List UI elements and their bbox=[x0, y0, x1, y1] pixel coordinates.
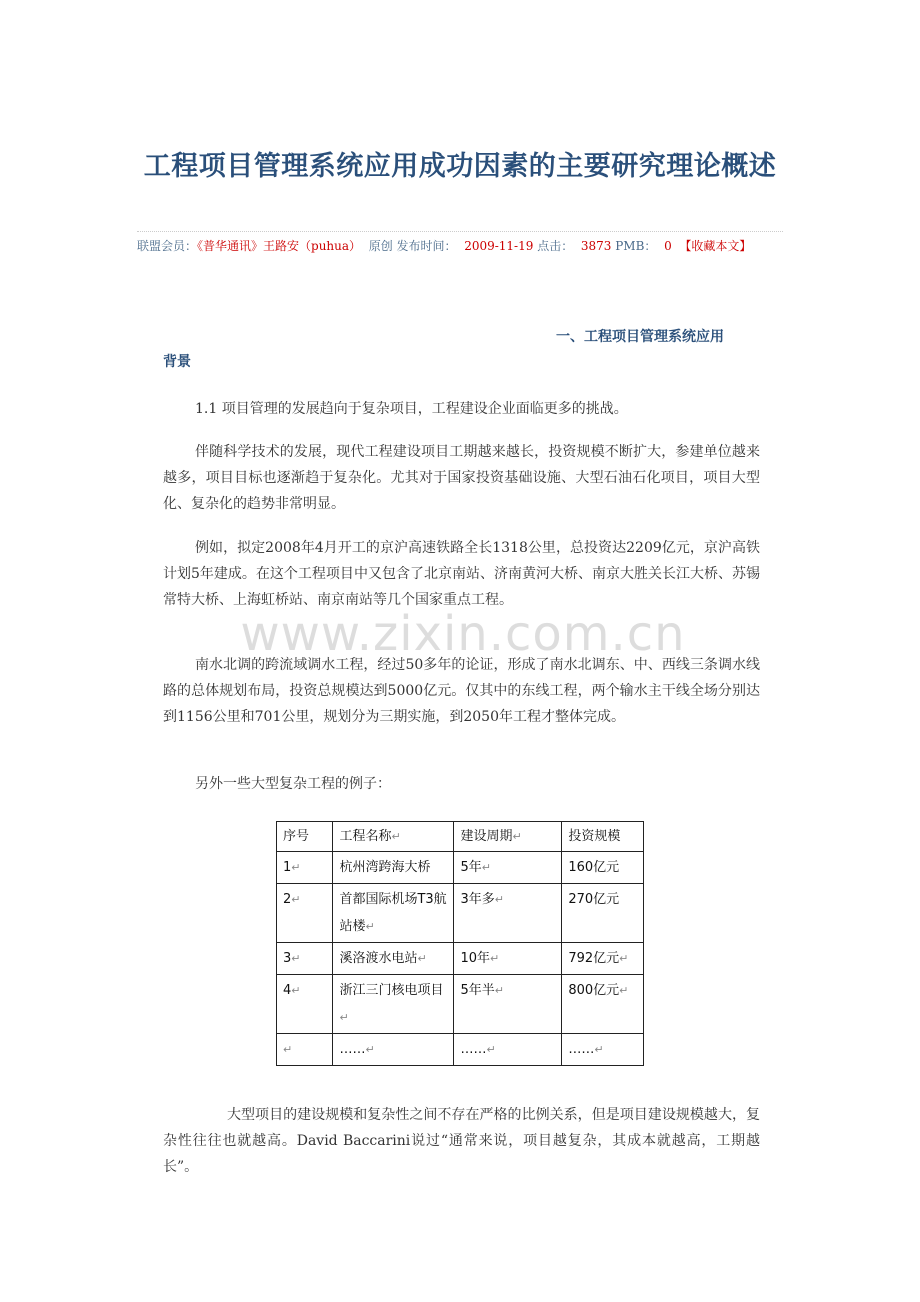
table-cell: 浙江三门核电项目↵ bbox=[333, 975, 454, 1034]
watermark: www.zixin.com.cn bbox=[240, 606, 686, 662]
member-label: 联盟会员： bbox=[137, 239, 198, 253]
paragraph-1-text: 伴随科学技术的发展，现代工程建设项目工期越来越长，投资规模不断扩大，参建单位越来越多，项目目标也逐渐趋于复杂化。尤其对于国家投资基础设施、大型石油石化项目，项目大型化、复杂化的趋势非常明显。 bbox=[163, 444, 760, 512]
table-cell: ↵ bbox=[277, 1034, 333, 1066]
original-label: 原创 bbox=[368, 239, 393, 253]
pmb-value: 0 bbox=[664, 239, 672, 253]
table-cell: 3↵ bbox=[277, 943, 333, 975]
section-heading-part1: 一、工程项目管理系统应用 bbox=[556, 329, 724, 345]
paragraph-5 bbox=[163, 1102, 760, 1180]
clicks-label: 点击： bbox=[537, 239, 574, 253]
table-header-row bbox=[277, 822, 644, 852]
paragraph-1 bbox=[163, 439, 760, 517]
table-row bbox=[277, 975, 644, 1034]
table-cell: 首都国际机场T3航站楼↵ bbox=[333, 884, 454, 943]
date-value: 2009-11-19 bbox=[464, 239, 534, 253]
table-cell: 10年↵ bbox=[454, 943, 562, 975]
table-cell: 800亿元↵ bbox=[562, 975, 644, 1034]
table-header-cell: 投资规模 bbox=[562, 822, 644, 852]
table-header-cell: 建设周期↵ bbox=[454, 822, 562, 852]
table-cell: ……↵ bbox=[333, 1034, 454, 1066]
table-row bbox=[277, 852, 644, 884]
collect-link[interactable]: 【收藏本文】 bbox=[679, 239, 752, 253]
table-cell: ……↵ bbox=[562, 1034, 644, 1066]
paragraph-4-text: 另外一些大型复杂工程的例子： bbox=[195, 776, 391, 792]
paragraph-5-text: 大型项目的建设规模和复杂性之间不存在严格的比例关系，但是项目建设规模越大，复杂性往往也就越高。David Baccarini说过“通常来说，项目越复杂，其成本就越高，工期越长”。 bbox=[163, 1107, 760, 1175]
article-meta bbox=[137, 235, 785, 279]
paragraph-2 bbox=[163, 535, 760, 613]
paragraph-2-text: 例如，拟定2008年4月开工的京沪高速铁路全长1318公里，总投资达2209亿元，京沪高铁计划5年建成。在这个工程项目中又包含了北京南站、济南黄河大桥、南京大胜关长江大桥、苏锡常特大桥、上海虹桥站、南京南站等几个国家重点工程。 bbox=[163, 540, 760, 608]
table-header-cell: 工程名称↵ bbox=[333, 822, 454, 852]
member-link[interactable]: 《普华通讯》王路安（puhua） bbox=[197, 239, 362, 253]
table-cell: 4↵ bbox=[277, 975, 333, 1034]
table-row bbox=[277, 943, 644, 975]
clicks-value: 3873 bbox=[580, 239, 612, 253]
paragraph-3-text: 南水北调的跨流域调水工程，经过50多年的论证，形成了南水北调东、中、西线三条调水线路的总体规划布局，投资总规模达到5000亿元。仅其中的东线工程，两个输水主干线全场分别达到1156公里和701公里，规划分为三期实施，到2050年工程才整体完成。 bbox=[163, 657, 760, 725]
table-cell: 792亿元↵ bbox=[562, 943, 644, 975]
table-row bbox=[277, 1034, 644, 1066]
subheading-1-1 bbox=[163, 396, 760, 422]
subheading-1-1-text: 1.1 项目管理的发展趋向于复杂项目，工程建设企业面临更多的挑战。 bbox=[195, 401, 628, 417]
table-cell: ……↵ bbox=[454, 1034, 562, 1066]
table-cell: 5年半↵ bbox=[454, 975, 562, 1034]
page-title: 工程项目管理系统应用成功因素的主要研究理论概述 bbox=[143, 151, 777, 182]
table-cell: 5年↵ bbox=[454, 852, 562, 884]
title-divider bbox=[137, 231, 783, 232]
table-header-cell: 序号 bbox=[277, 822, 333, 852]
projects-table bbox=[276, 821, 644, 1066]
table-cell: 1↵ bbox=[277, 852, 333, 884]
section-heading-part2: 背景 bbox=[163, 354, 191, 370]
date-label: 发布时间： bbox=[396, 239, 457, 253]
table-cell: 160亿元 bbox=[562, 852, 644, 884]
table-cell: 2↵ bbox=[277, 884, 333, 943]
paragraph-3 bbox=[163, 652, 760, 730]
table-row bbox=[277, 884, 644, 943]
paragraph-4 bbox=[163, 771, 760, 797]
pmb-label: PMB： bbox=[615, 239, 657, 253]
table-cell: 溪洛渡水电站↵ bbox=[333, 943, 454, 975]
table-cell: 270亿元 bbox=[562, 884, 644, 943]
table-cell: 杭州湾跨海大桥 bbox=[333, 852, 454, 884]
table-cell: 3年多↵ bbox=[454, 884, 562, 943]
